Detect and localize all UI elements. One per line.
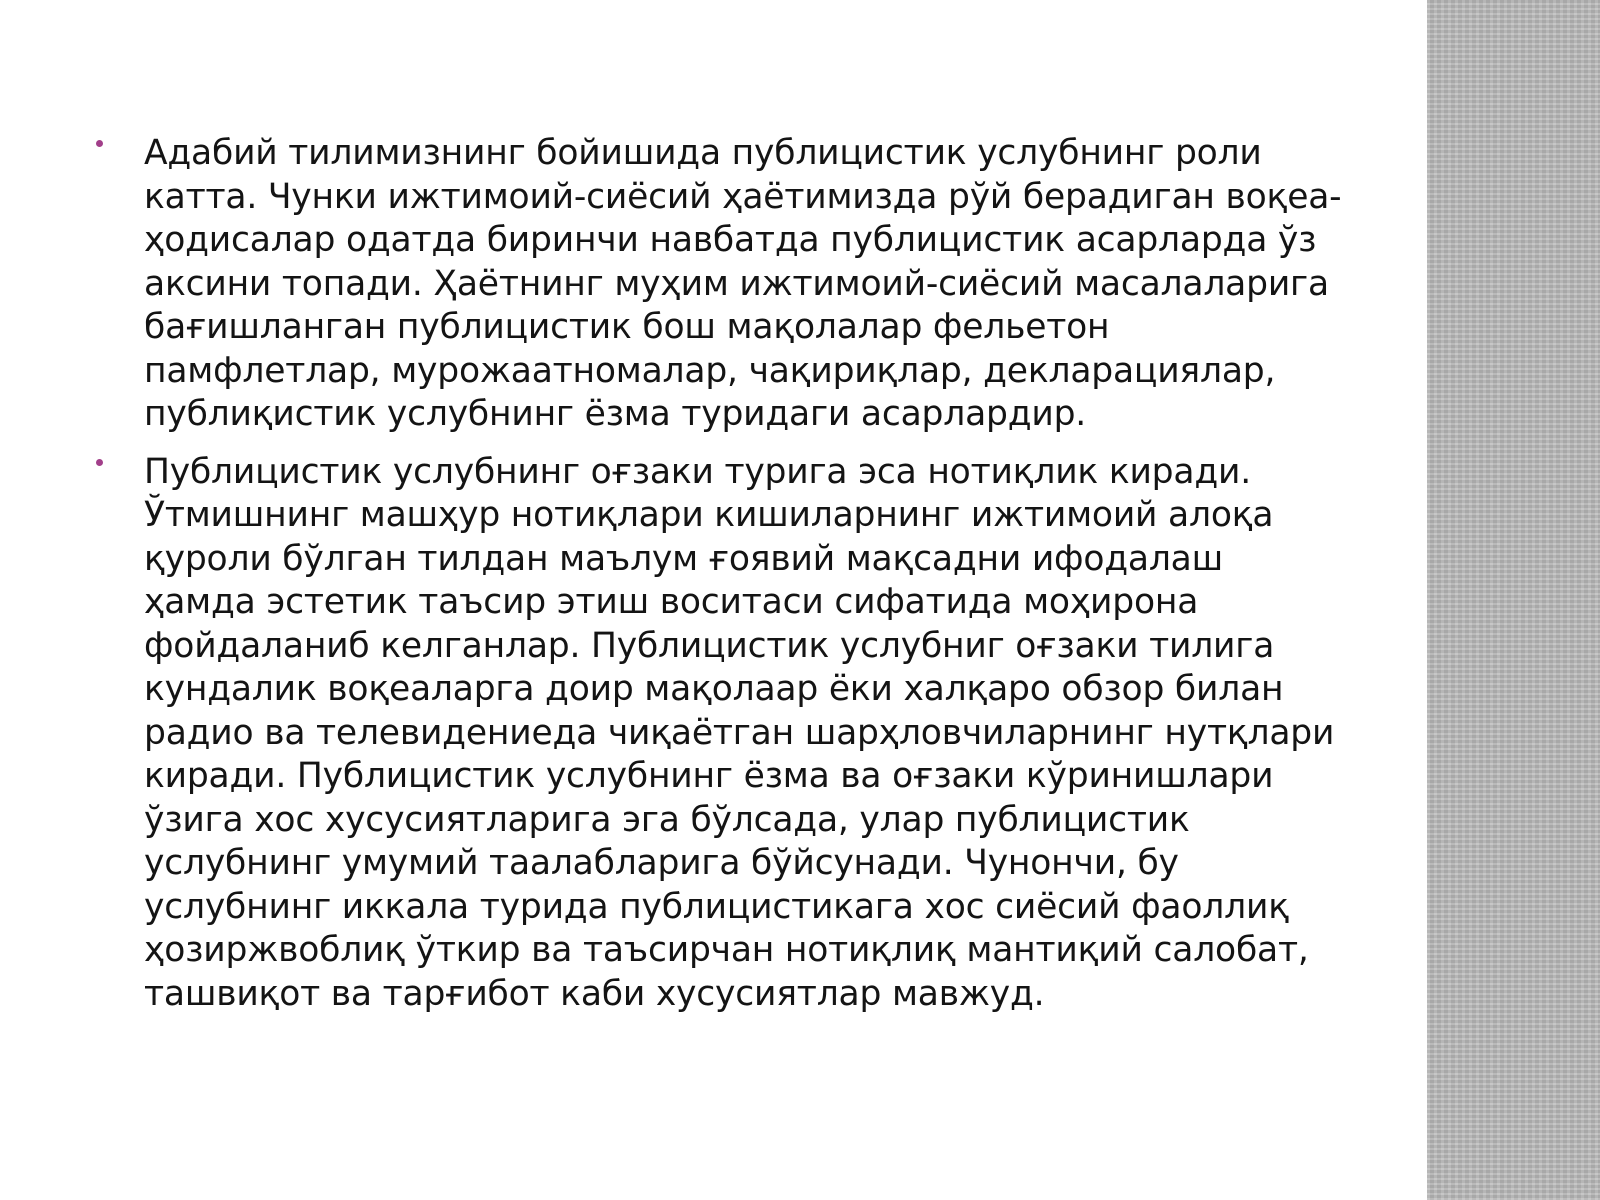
bullet-list — [92, 132, 1342, 1016]
decorative-side-band — [1427, 0, 1600, 1200]
bullet-text: Публицистик услубнинг оғзаки турига эса нотиқлик киради. Ўтмишнинг машҳур нотиқлари кишиларнинг ижтимоий алоқа қуроли бўлган тилдан маълум ғоявий мақсадни ифодалаш ҳамда эстетик таъсир этиш воситаси сифатида моҳирона фойдаланиб келганлар. Публицистик услубниг оғзаки тилига кундалик воқеаларга доир мақолаар ёки халқаро обзор билан радио ва телевидениеда чиқаётган шарҳловчиларнинг нутқлари киради. Публицистик услубнинг ёзма ва оғзаки кўринишлари ўзига хос хусусиятларига эга бўлсада, улар публицистик услубнинг умумий таалабларига бўйсунади. Чунончи, бу услубнинг иккала турида публицистикага хос сиёсий фаоллиқ ҳозиржвоблиқ ўткир ва таъсирчан нотиқлиқ мантиқий салобат, ташвиқот ва тарғибот каби хусусиятлар мавжуд. — [144, 451, 1335, 1014]
bullet-item — [92, 451, 1342, 1017]
slide-content — [92, 132, 1342, 1030]
bullet-dot-icon — [96, 459, 103, 466]
bullet-item — [92, 132, 1342, 437]
bullet-text: Адабий тилимизнинг бойишида публицистик услубнинг роли катта. Чунки ижтимоий-сиёсий ҳаётимизда рўй берадиган воқеа-ҳодисалар одатда биринчи навбатда публицистик асарларда ўз аксини топади. Ҳаётнинг муҳим ижтимоий-сиёсий масалаларига бағишланган публицистик бош мақолалар фельетон памфлетлар, мурожаатномалар, чақириқлар, декларациялар, публиқистик услубнинг ёзма туридаги асарлардир. — [144, 133, 1342, 434]
bullet-dot-icon — [96, 140, 103, 147]
